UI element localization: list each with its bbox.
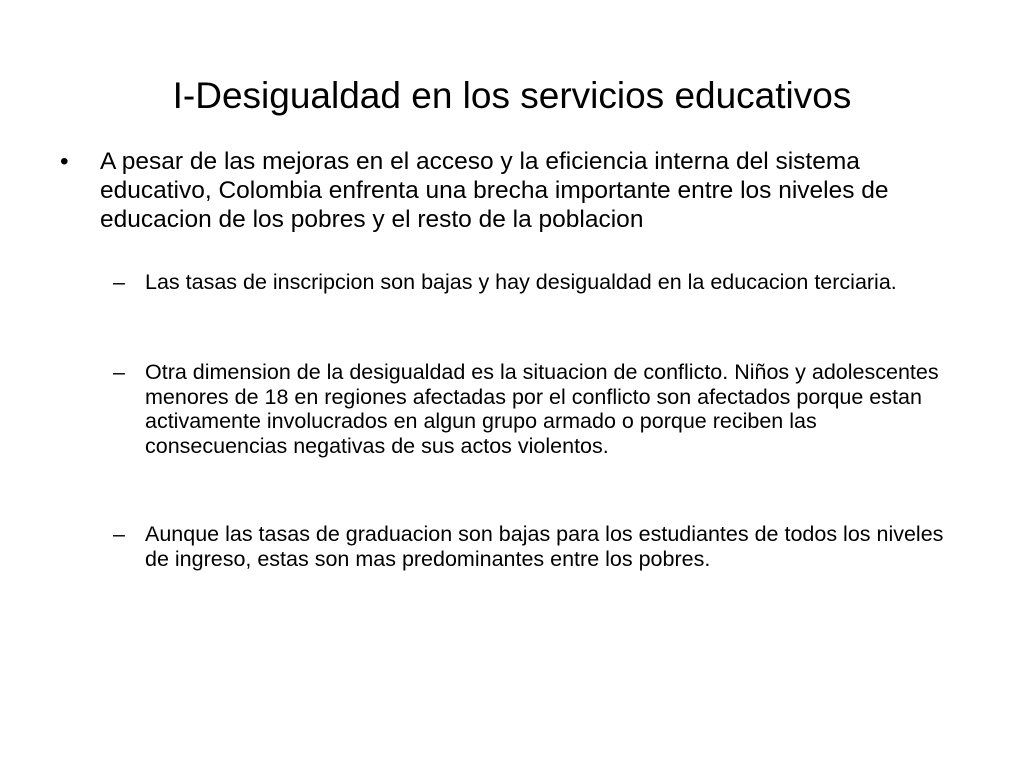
bullet-text: A pesar de las mejoras en el acceso y la eficiencia interna del sistema educativo, Colombia enfrenta una brecha importante entre los niveles de educacion de los pobres y el resto de la poblacion bbox=[100, 148, 889, 233]
dash-marker: – bbox=[113, 360, 125, 384]
sub-item-text: Aunque las tasas de graduacion son bajas para los estudiantes de todos los niveles de ingreso, estas son mas predominantes entre los pobres. bbox=[145, 522, 944, 571]
sub-item-text: Otra dimension de la desigualdad es la situacion de conflicto. Niños y adolescentes menores de 18 en regiones afectadas por el conflicto son afectados porque estan activamente involucrados en algun grupo armado o porque reciben las consecuencias negativas de sus actos violentos. bbox=[145, 360, 939, 458]
sub-item-text: Las tasas de inscripcion son bajas y hay desigualdad en la educacion terciaria. bbox=[145, 270, 897, 294]
bullet-marker: • bbox=[60, 148, 69, 175]
dash-marker: – bbox=[113, 270, 125, 294]
dash-marker: – bbox=[113, 522, 125, 546]
slide-title: I-Desigualdad en los servicios educativos bbox=[172, 75, 852, 116]
